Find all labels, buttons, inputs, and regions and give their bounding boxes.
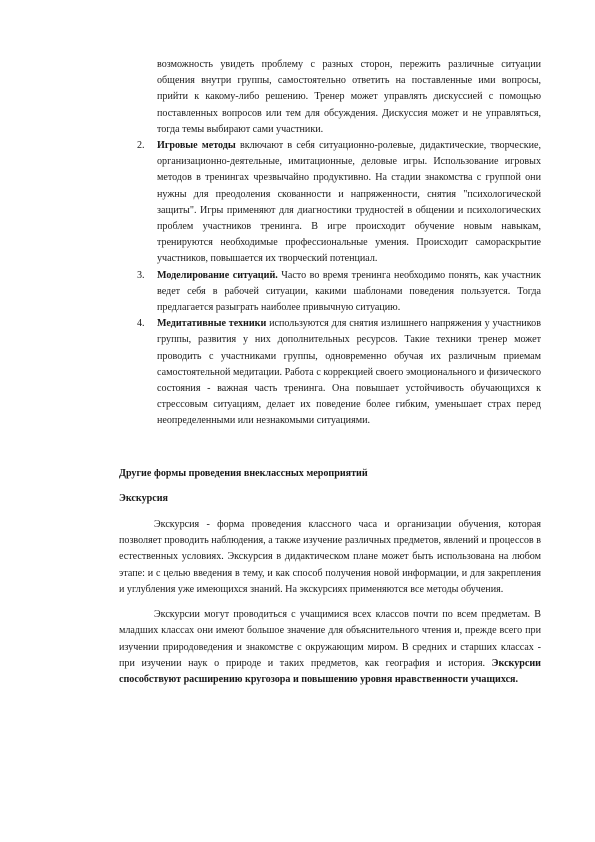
page-content: [119, 57, 541, 688]
paragraph-excursion-definition: Экскурсия - форма проведения классного часа и организации обучения, которая позволяет проводить наблюдения, а также изучение различных предметов, явлений и процессов в естественных условиях. Экскурсия в дидактическом плане может быть использована на любом этапе: и с целью введения в тему, и как способ получения новой информации, и для закрепления и углубления уже имеющихся знаний. На экскурсиях применяются все методы обучения.: [119, 519, 541, 595]
list-term: Игровые методы: [157, 140, 236, 152]
list-number: 2.: [137, 140, 145, 152]
section-heading: Другие формы проведения внеклассных мероприятий: [119, 467, 368, 479]
list-number: 3.: [137, 269, 145, 281]
list-term: Моделирование ситуаций.: [157, 269, 278, 281]
list-text: включают в себя ситуационно-ролевые, дидактические, творческие, организационно-деятельные, имитационные, деловые игры. Использование игровых методов в тренингах чрезвычайно продуктивно. На стадии знакомства с группой они нужны для преодоления скованности и напряженности, снятия "психологической защиты". Игры применяют для диагностики трудностей в общении и психологических проблем участников тренинга. В игре происходит обучение новым навыкам, тренируются необходимые профессиональные умения. Происходит самораскрытие участников, повышается их творческий потенциал.: [157, 140, 541, 265]
paragraph-text: Экскурсии могут проводиться с учащимися всех классов почти по всем предметам. В младших классах они имеют большое значение для объяснительного чтения и, прежде всего при изучении природоведения и знакомстве с окружающим миром. В средних и старших классах - при изучении наук о природе и таких предметов, как география и история.: [119, 609, 541, 669]
methods-list: [119, 138, 541, 430]
list-term: Медитативные техники: [157, 318, 267, 330]
list-item-1-continuation: возможность увидеть проблему с разных сторон, пережить различные ситуации общения внутри группы, самостоятельно ответить на поставленные ими вопросы, прийти к какому-либо решению. Тренер может управлять дискуссией с помощью поставленных вопросов или тем для обсуждения. Дискуссия может и не управляться, тогда темы выбирают сами участники.: [157, 59, 541, 135]
list-text: Часто во время тренинга необходимо понять, как участник ведет себя в рабочей ситуации, какими шаблонами поведения пользуется. Тогда предлагается разыграть наиболее привычную ситуацию.: [157, 269, 541, 314]
list-text: используются для снятия излишнего напряжения у участников группы, развития у них дополнительных ресурсов. Такие техники тренер может проводить с участниками группы, одновременно обучая их различным приемам самостоятельной медитации. Работа с коррекцией своего эмоционального и физического состояния - важная часть тренинга. Она повышает устойчивость обучающихся к стрессовым ситуациям, делает их поведение более гибким, уменьшает страх перед неопределенными или незнакомыми ситуациями.: [157, 318, 541, 427]
subheading: Экскурсия: [119, 492, 168, 504]
paragraph-excursion-usage: [119, 607, 541, 688]
list-item: [119, 316, 541, 429]
list-item: [119, 268, 541, 317]
paragraph-bold-text: Экскурсии способствуют расширению кругозора и повышению уровня нравственности учащихся.: [119, 657, 541, 685]
list-number: 4.: [137, 318, 145, 330]
list-item: [119, 138, 541, 268]
